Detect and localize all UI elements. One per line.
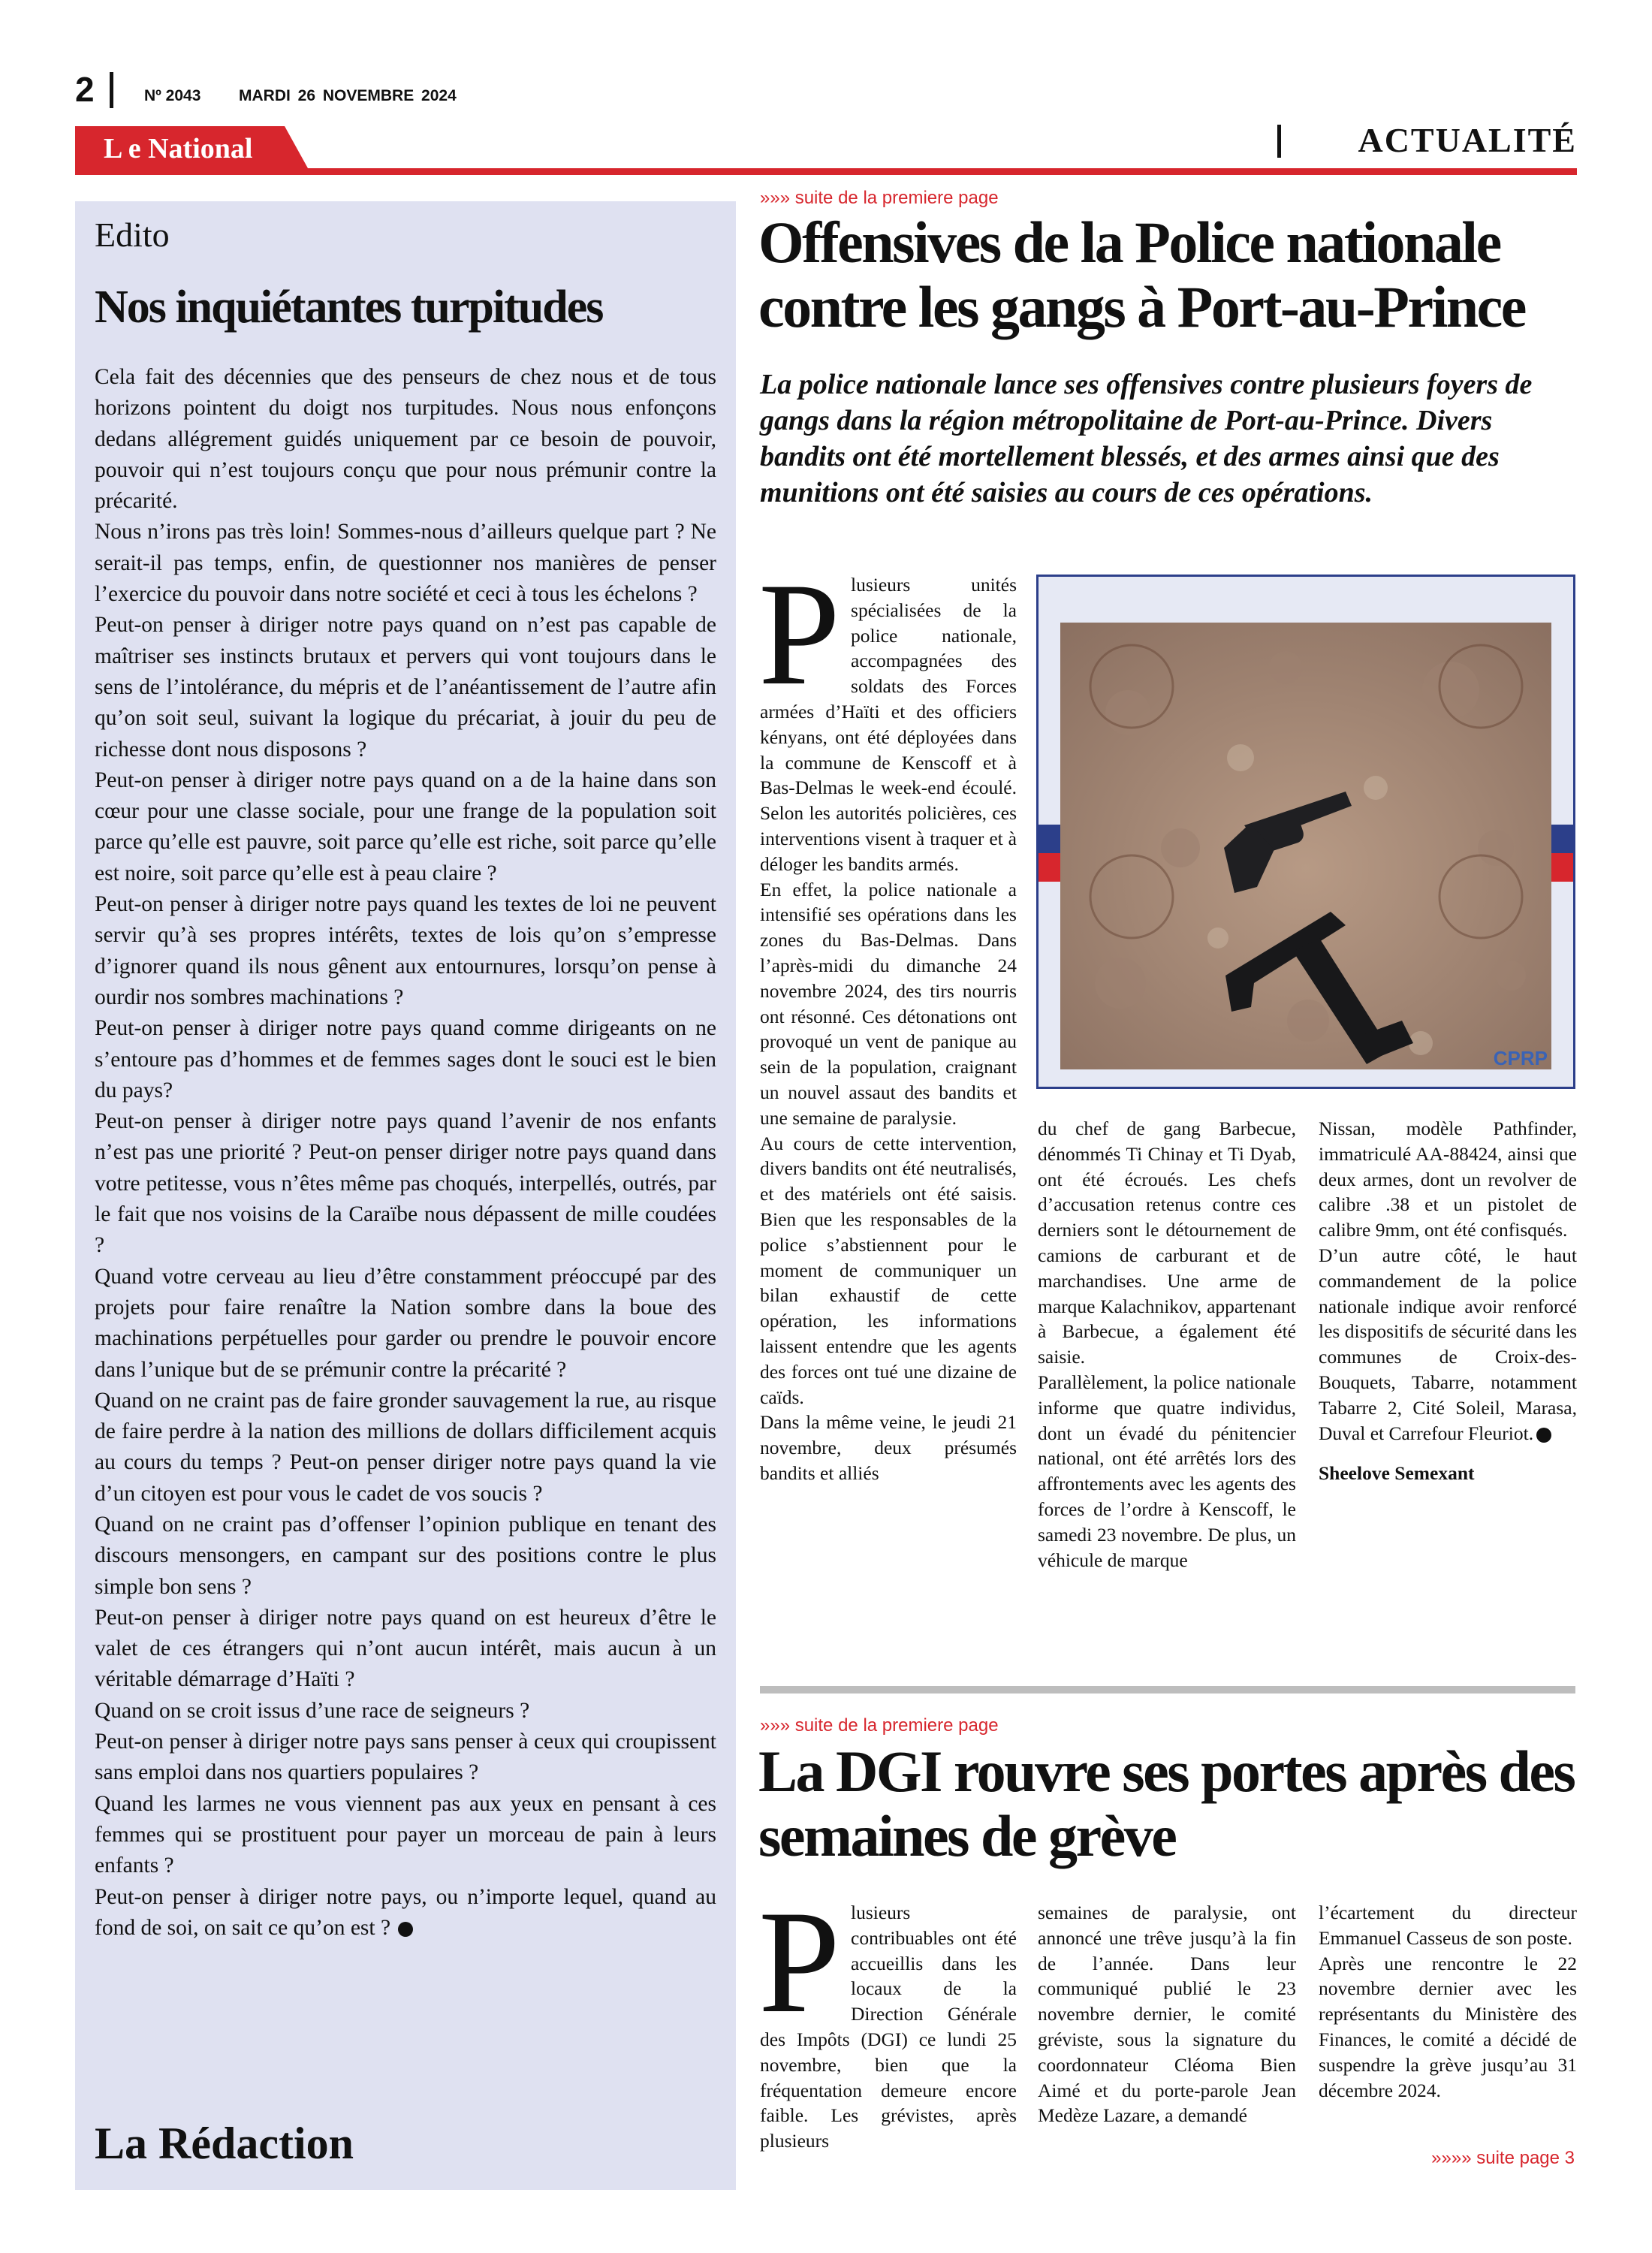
section-divider xyxy=(1277,125,1281,158)
edito-label: Edito xyxy=(95,216,170,254)
seized-weapons-photo xyxy=(1060,623,1551,1069)
edito-paragraph: Peut-on penser à diriger notre pays sans penser à ceux qui croupissent sans emploi dans nos quartiers populaires ? xyxy=(95,1730,716,1785)
article1-paragraph-text: D’un autre côté, le haut commandement de la police nationale indique avoir renforcé les dispositifs de sécurité dans les communes de Croix-des-Bouquets, Tabarre, notamment Tabarre 2, Cité Soleil, Marasa, Duval et Carrefour Fleuriot. xyxy=(1319,1244,1577,1444)
article-divider xyxy=(760,1686,1575,1694)
article2-paragraph: semaines de paralysie, ont annoncé une trêve jusqu’à la fin de l’année. Dans leur communiqué publié le 23 novembre dernier, le comité gréviste, sous la signature du coordonnateur Cléoma Bien Aimé et du porte-parole Jean Medèze Lazare, a demandé xyxy=(1038,1902,1296,2127)
article2-paragraph: l’écartement du directeur Emmanuel Casseus de son poste. xyxy=(1319,1902,1577,1949)
issue-date: MARDI 26 NOVEMBRE 2024 xyxy=(239,87,457,104)
edito-paragraph-text: Peut-on penser à diriger notre pays, ou n’importe lequel, quand au fond de soi, on sait ce qu’on est ? xyxy=(95,1884,716,1940)
header-divider xyxy=(110,72,113,108)
brand-name: L e National xyxy=(104,133,253,164)
issue-number: Nº 2043 xyxy=(144,87,201,104)
edito-paragraph: Peut-on penser à diriger notre pays quand on est heureux d’être le valet de ces étrangers qui n’ont aucun intérêt, mais aucun à un véritable démarrage d’Haïti ? xyxy=(95,1605,716,1692)
continued-link[interactable]: »»»» suite page 3 xyxy=(1431,2148,1575,2168)
edito-paragraph: Peut-on penser à diriger notre pays quand les textes de loi ne peuvent servir qu’à ses propres intérêts, textes de lois qu’on s’empresse d’ignorer quand ils nous gênent aux entournures, lorsqu’on pense à ourdir nos sombres machinations ? xyxy=(95,892,716,1009)
article1-paragraph: Nissan, modèle Pathfinder, immatriculé AA-88424, ainsi que deux armes, dont un revolver de calibre .38 et un pistolet de calibre 9mm, ont été confisqués. xyxy=(1319,1117,1577,1241)
article1-paragraph: En effet, la police nationale a intensifié ses opérations dans les zones du Bas-Delmas. Dans l’après-midi du dimanche 24 novembre 2024, des tirs nourris ont résonné. Ces détonations ont provoqué un vent de panique au sein de la population, craignant un nouvel assaut des bandits et une semaine de paralysie. xyxy=(760,878,1017,1129)
article2-dropcap: P xyxy=(758,1881,841,2043)
page-number: 2 xyxy=(75,70,95,109)
article1-paragraph: du chef de gang Barbecue, dénommés Ti Chinay et Ti Dyab, ont été écroués. Les chefs d’accusation retenus contre ces derniers sont le détournement de camions de carburant et de marchandises. Une arme de marque Kalachnikov, appartenant à Barbecue, a également été saisie. xyxy=(1038,1117,1296,1368)
article1-column-1 xyxy=(758,553,1017,1486)
end-mark-icon xyxy=(1536,1428,1551,1443)
article2-paragraph: lusieurs contribuables ont été accueillis dans les locaux de la Direction Générale des Impôts (DGI) ce lundi 25 novembre, bien que la fréquentation demeure encore faible. Les grévistes, après plusieurs xyxy=(760,1902,1017,2152)
article2-column-2 xyxy=(1038,1900,1296,2128)
article1-kicker: »»» suite de la premiere page xyxy=(760,188,999,208)
article2-headline: La DGI rouvre ses portes après des semaines de grève xyxy=(758,1739,1575,1868)
article1-column-2 xyxy=(1038,1116,1296,1573)
article1-paragraph-last xyxy=(1319,1243,1577,1446)
article1-lede: La police nationale lance ses offensives contre plusieurs foyers de gangs dans la région métropolitaine de Port-au-Prince. Divers bandits ont été mortellement blessés, et des armes ainsi que des munitions ont été saisies au cours de ces opérations. xyxy=(760,369,1533,508)
edito-paragraph: Peut-on penser à diriger notre pays quand l’avenir de nos enfants n’est pas une priorité ? Peut-on penser diriger notre pays quand dans votre petitesse, vous n’êtes même pas choqués, interpellés, outrés, par le fait que nos voisins de la Caraïbe nous dépassent de mille coudées ? xyxy=(95,1109,716,1258)
article1-paragraph: Au cours de cette intervention, divers bandits ont été neutralisés, et des matériels ont été saisis. Bien que les responsables de la police s’abstiennent pour le moment de communiquer un bilan exhaustif de cette opération, les informations laissent entendre que les agents des forces ont tué une dizaine de caïds. xyxy=(760,1132,1017,1408)
photo-illustration xyxy=(1060,623,1551,1069)
edito-box xyxy=(75,201,736,2190)
edito-paragraph: Peut-on penser à diriger notre pays quand on a de la haine dans son cœur pour une classe sociale, pour une frange de la population soit parce qu’elle est pauvre, soit parce qu’elle est riche, soit parce qu’elle est noire, soit parce qu’elle est à peau claire ? xyxy=(95,768,716,885)
edito-paragraph: Quand on ne craint pas de faire gronder sauvagement la rue, au risque de faire perdre à la nation des millions de dollars difficilement acquis au cours du temps ? Peut-on penser diriger notre pays quand la vie d’un citoyen est pour vous le cadet de vos soucis ? xyxy=(95,1388,716,1506)
article1-paragraph: Parallèlement, la police nationale informe que quatre individus, dont un évadé du pénitencier national, ont été arrêtés lors des affrontements avec les agents des forces de l’ordre à Kenscoff, le samedi 23 novembre. De plus, un véhicule de marque xyxy=(1038,1371,1296,1571)
article1-column-3 xyxy=(1319,1116,1577,1486)
edito-signature: La Rédaction xyxy=(95,2119,354,2168)
edito-paragraph-last xyxy=(95,1882,716,1944)
article2-paragraph: Après une rencontre le 22 novembre dernier avec les représentants du Ministère des Finances, le comité a décidé de suspendre la grève jusqu’au 31 décembre 2024. xyxy=(1319,1952,1577,2101)
edito-paragraph: Quand les larmes ne vous viennent pas aux yeux en pensant à ces femmes qui se prostituent pour payer un morceau de pain à leurs enfants ? xyxy=(95,1791,716,1878)
section-title: ACTUALITÉ xyxy=(1358,121,1577,159)
edito-paragraph: Quand on se croit issus d’une race de seigneurs ? xyxy=(95,1698,530,1723)
edito-paragraph: Peut-on penser à diriger notre pays quand comme dirigeants on ne s’entoure pas d’hommes et de femmes sages dont le souci est le bien du pays? xyxy=(95,1016,716,1102)
article1-paragraph: lusieurs unités spécialisées de la police nationale, accompagnées des soldats des Forces armées d’Haïti et des officiers kényans, ont été déployées dans la commune de Kenscoff et à Bas-Delmas le week-end écoulé. Selon les autorités policières, ces interventions visent à traquer et à déloger les bandits armés. xyxy=(760,574,1017,875)
end-mark-icon xyxy=(398,1922,413,1937)
article2-column-1 xyxy=(758,1881,1017,2154)
edito-paragraph: Cela fait des décennies que des penseurs de chez nous et de tous horizons pointent du doigt nos turpitudes. Nous nous enfonçons dedans allégrement guidés uniquement par ce besoin de pouvoir, pouvoir qui n’est toujours conçu que pour nous prémunir contre la précarité. xyxy=(95,365,716,514)
header-rule xyxy=(75,168,1577,175)
edito-paragraph: Nous n’irons pas très loin! Sommes-nous d’ailleurs quelque part ? Ne serait-il pas temps, enfin, de questionner nos manières de penser l’exercice du pouvoir dans notre société et ceci à tous les échelons ? xyxy=(95,520,716,607)
photo-watermark: CPRP xyxy=(1493,1047,1548,1069)
article2-kicker: »»» suite de la premiere page xyxy=(760,1715,999,1736)
edito-paragraph: Peut-on penser à diriger notre pays quand on n’est pas capable de maîtriser ses instincts brutaux et pervers qui vont toujours dans le sens de l’intolérance, du mépris et de l’anéantissement de l’autre afin qu’on soit seul, suivant la logique du précariat, à jouir du peu de richesse dont nous disposons ? xyxy=(95,613,716,762)
article1-paragraph: Dans la même veine, le jeudi 21 novembre, deux présumés bandits et alliés xyxy=(760,1411,1017,1484)
article2-column-3 xyxy=(1319,1900,1577,2103)
article1-author: Sheelove Semexant xyxy=(1319,1462,1475,1485)
edito-body xyxy=(95,362,716,1944)
article1-headline: Offensives de la Police nationale contre les gangs à Port-au-Prince xyxy=(758,210,1525,339)
edito-paragraph: Quand on ne craint pas d’offenser l’opinion publique en tenant des discours mensongers, en campant sur des positions contre le plus simple bon sens ? xyxy=(95,1512,716,1599)
edito-title: Nos inquiétantes turpitudes xyxy=(95,282,603,333)
edito-paragraph: Quand votre cerveau au lieu d’être constamment préoccupé par des projets pour faire renaître la Nation sombre dans la boue des machinations perpétuelles pour garder ou prendre le pouvoir encore dans l’unique but de se prémunir contre la précarité ? xyxy=(95,1264,716,1382)
article1-photo xyxy=(1036,575,1575,1089)
article1-dropcap: P xyxy=(758,553,841,716)
